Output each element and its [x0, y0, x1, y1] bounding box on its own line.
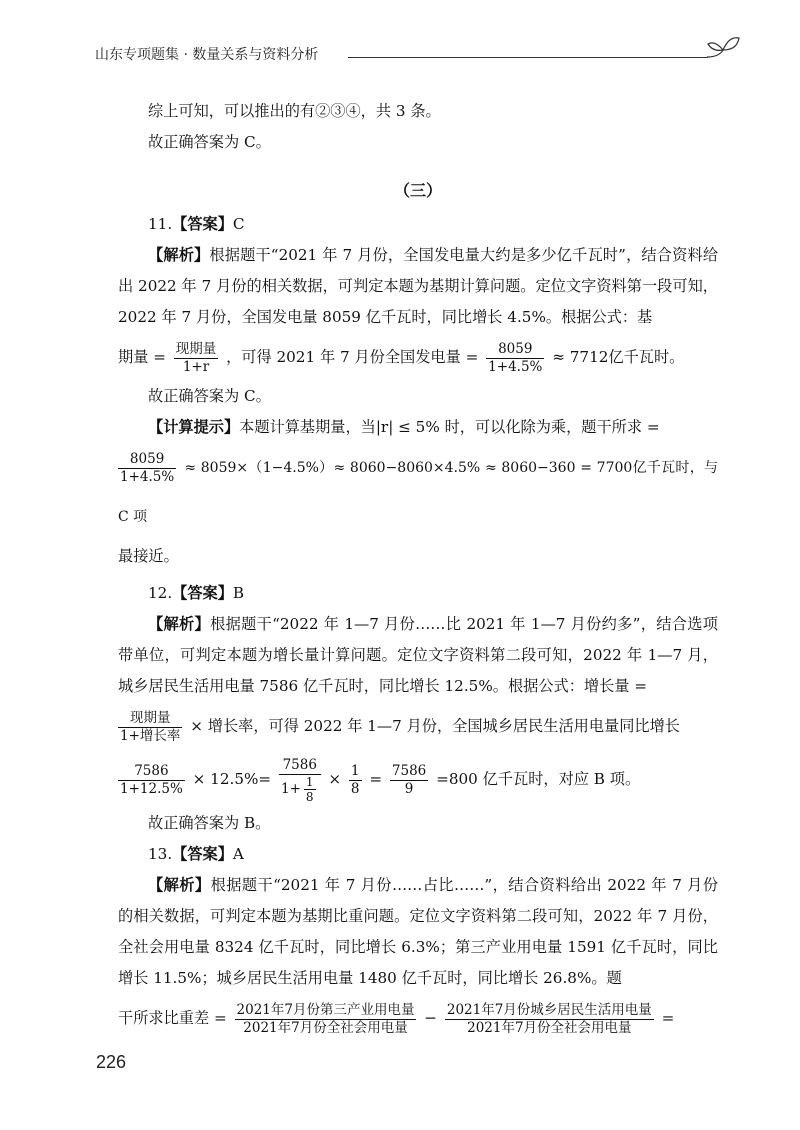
q12-nested-fraction-num: 1	[305, 774, 314, 789]
q12-formula-1-tail: × 增长率，可得 2022 年 1—7 月份，全国城乡居民生活用电量同比增长	[190, 717, 680, 735]
q11-fraction-1-num: 现期量	[175, 340, 217, 357]
q13-fraction-1-den: 2021年7月份全社会用电量	[243, 1019, 408, 1036]
q11-conclusion: 故正确答案为 C。	[148, 387, 271, 405]
page-body	[118, 96, 718, 1042]
running-header	[95, 40, 735, 70]
q12-answer-tag: 【答案】	[172, 584, 233, 602]
q11-tip-fraction-den: 1+4.5%	[120, 468, 175, 485]
q12-answer-value: B	[232, 584, 245, 602]
q11-formula	[118, 333, 718, 381]
q12-fraction-4-den: 8	[350, 780, 360, 797]
q12-analysis-text: 根据题干“2022 年 1—7 月份……比 2021 年 1—7 月份约多”，结合选项带单位，可判定本题为增长量计算问题。定位文字资料第二段可知，2022 年 1—7 月，城乡居民生活用电量 7586 亿千瓦时，同比增长 12.5%。根据公式：增长量 =	[118, 615, 718, 695]
intro-line-2: 故正确答案为 C。	[148, 133, 271, 151]
q12-fraction-5	[390, 763, 428, 798]
sprout-icon	[705, 32, 741, 62]
q12-answer	[118, 578, 718, 609]
q11-formula-mid: ，可得 2021 年 7 月份全国发电量 =	[226, 348, 479, 366]
q13-analysis-text: 根据题干“2021 年 7 月份……占比……”，结合资料给出 2022 年 7 月份的相关数据，可判定本题为基期比重问题。定位文字资料第二段可知，2022 年 7 月份，全社会用电量 8324 亿千瓦时，同比增长 6.3%；第三产业用电量 1591 亿千瓦时，同比增长 11.5%；城乡居民生活用电量 1480 亿千瓦时，同比增长 26.8%。题	[118, 876, 719, 987]
q13-answer	[118, 839, 718, 870]
q12-fraction-3	[279, 757, 321, 804]
q12-conclusion: 故正确答案为 B。	[148, 814, 271, 832]
q11-tip-formula-text: ≈ 8059×（1−4.5%）≈ 8060−8060×4.5% ≈ 8060−360 = 7700亿千瓦时，与 C 项	[118, 460, 718, 525]
q12-nested-fraction-den: 8	[305, 789, 314, 804]
q12-fraction-3-den	[279, 775, 321, 804]
q11-answer-value: C	[232, 215, 245, 233]
q13-fraction-2-num: 2021年7月份城乡居民生活用电量	[446, 1001, 652, 1018]
q13-formula-end: =	[661, 1009, 675, 1027]
q12-fraction-1-num: 现期量	[118, 710, 182, 728]
q12-analysis-tag: 【解析】	[148, 615, 211, 633]
q11-fraction-1	[174, 341, 219, 376]
q11-answer	[118, 209, 718, 240]
q11-analysis	[118, 240, 718, 333]
q12-formula-2-mid: × 12.5%=	[192, 770, 272, 788]
q11-tip-fraction	[118, 451, 176, 486]
q11-number: 11.	[148, 215, 173, 233]
q11-formula-end: ≈ 7712亿千瓦时。	[552, 348, 685, 366]
q12-fraction-4	[349, 763, 362, 798]
q13-answer-tag: 【答案】	[172, 845, 233, 863]
q12-fraction-3-den-pre: 1+	[280, 780, 301, 797]
q12-fraction-5-den: 9	[404, 780, 414, 797]
q13-formula-lead: 干所求比重差 =	[118, 1009, 227, 1027]
q13-fraction-1-num: 2021年7月份第三产业用电量	[236, 1001, 415, 1018]
q12-formula-3-mid: ×	[328, 770, 342, 788]
q12-fraction-5-num: 7586	[391, 762, 427, 779]
q11-analysis-text: 根据题干“2021 年 7 月份，全国发电量大约是多少亿千瓦时”，结合资料给出 2022 年 7 月份的相关数据，可判定本题为基期计算问题。定位文字资料第一段可知，2022 年 7 月份，全国发电量 8059 亿千瓦时，同比增长 4.5%。根据公式：基	[118, 246, 719, 326]
q11-tip-text: 本题计算基期量，当|r| ≤ 5% 时，可以化除为乘，题干所求 =	[239, 418, 660, 436]
q12-fraction-2-num: 7586	[118, 763, 185, 781]
page-number: 226	[96, 1052, 127, 1072]
q13-fraction-1	[235, 1002, 417, 1037]
section-title: （三）	[393, 181, 442, 200]
q11-tip	[118, 412, 718, 443]
q13-analysis-tag: 【解析】	[148, 876, 211, 894]
q11-fraction-2-den: 1+4.5%	[488, 358, 543, 375]
q12-fraction-1-den: 1+增长率	[120, 727, 181, 744]
q13-formula	[118, 994, 718, 1042]
q11-tip-formula	[118, 443, 718, 541]
intro-line-1: 综上可知，可以推出的有②③④，共 3 条。	[148, 102, 441, 120]
q13-analysis	[118, 870, 718, 994]
q12-formula-1	[118, 702, 718, 750]
q11-tip-fraction-num: 8059	[118, 451, 176, 469]
q12-fraction-1	[118, 710, 182, 745]
header-rule	[348, 57, 708, 58]
q11-fraction-2	[486, 341, 544, 376]
q11-analysis-tag: 【解析】	[148, 246, 210, 264]
q12-formula-4-mid: =	[369, 770, 383, 788]
q13-fraction-2	[445, 1002, 654, 1037]
q13-fraction-2-den: 2021年7月份全社会用电量	[467, 1019, 632, 1036]
header-title: 山东专项题集 · 数量关系与资料分析	[95, 47, 319, 63]
q11-formula-lead: 期量 =	[118, 348, 166, 366]
q11-answer-tag: 【答案】	[172, 215, 233, 233]
q12-number: 12.	[148, 584, 173, 602]
q11-fraction-2-num: 8059	[486, 341, 544, 359]
q11-fraction-1-den: 1+r	[182, 358, 210, 375]
q11-tip-end: 最接近。	[118, 547, 179, 565]
q12-formula-end: =800 亿千瓦时，对应 B 项。	[436, 770, 641, 788]
q12-nested-fraction	[304, 775, 316, 804]
q12-formula-2	[118, 750, 718, 808]
q12-fraction-4-num: 1	[350, 762, 360, 779]
q13-answer-value: A	[232, 845, 244, 863]
q12-analysis	[118, 609, 718, 702]
q12-fraction-2	[118, 763, 185, 798]
q13-number: 13.	[148, 845, 173, 863]
q11-tip-tag: 【计算提示】	[148, 418, 240, 436]
q12-fraction-2-den: 1+12.5%	[120, 780, 183, 797]
q13-minus: −	[424, 1009, 438, 1027]
q12-fraction-3-num: 7586	[279, 757, 321, 775]
